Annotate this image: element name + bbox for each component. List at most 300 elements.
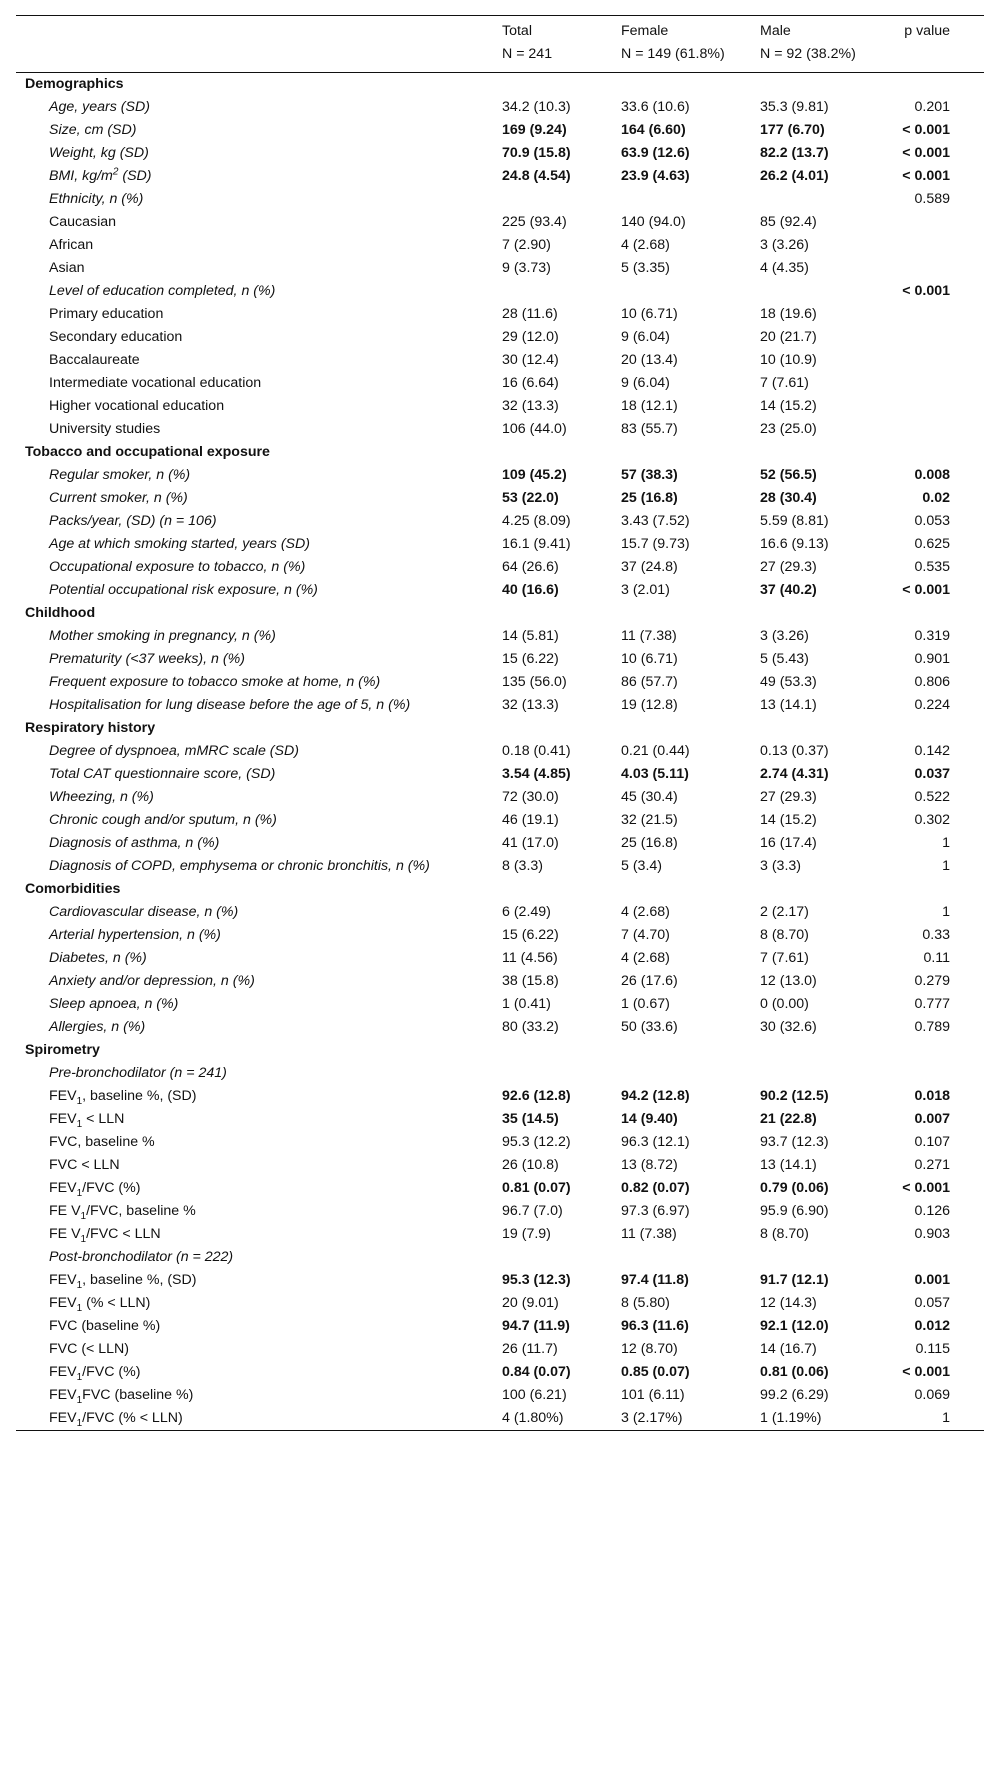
female-value: 32 (21.5) [621, 812, 678, 828]
p-value: 0.142 [914, 743, 950, 759]
header-total: Total [502, 23, 532, 39]
p-value [884, 395, 984, 418]
total-value: 15 (6.22) [502, 927, 559, 943]
female-value: 96.3 (11.6) [621, 1318, 689, 1334]
row-label: University studies [49, 421, 161, 437]
female-value [621, 188, 760, 211]
row-label: FE $V_1$/FVC < LLN [49, 1226, 161, 1245]
total-value: 80 (33.2) [502, 1019, 559, 1035]
table-row [16, 694, 984, 717]
row-label: Size, cm (SD) [49, 122, 137, 138]
total-value: 8 (3.3) [502, 858, 544, 874]
table-row [16, 1131, 984, 1154]
row-label: $FEV_1$/FVC (%) [49, 1364, 141, 1383]
p-value: 0.018 [914, 1088, 950, 1104]
p-value: 0.535 [914, 559, 950, 575]
row-label: African [49, 237, 94, 253]
female-value: 11 (7.38) [621, 1226, 677, 1242]
total-value: 35 (14.5) [502, 1111, 559, 1127]
total-value: 95.3 (12.2) [502, 1134, 571, 1150]
row-label: Potential occupational risk exposure, n (%) [49, 582, 318, 598]
section-row [16, 73, 984, 97]
female-value: 19 (12.8) [621, 697, 678, 713]
table-row [16, 96, 984, 119]
p-value [884, 234, 984, 257]
row-label: Diabetes, n (%) [49, 950, 147, 966]
male-value: 10 (10.9) [760, 352, 817, 368]
row-label: FVC (< LLN) [49, 1341, 130, 1357]
section-row [16, 602, 984, 625]
female-value: 5 (3.35) [621, 260, 670, 276]
row-label: Cardiovascular disease, n (%) [49, 904, 239, 920]
female-value: 11 (7.38) [621, 628, 677, 644]
female-value: 50 (33.6) [621, 1019, 678, 1035]
male-value: 52 (56.5) [760, 467, 817, 483]
female-value [621, 280, 760, 303]
total-value: 15 (6.22) [502, 651, 559, 667]
total-value [502, 188, 621, 211]
row-label: Wheezing, n (%) [49, 789, 154, 805]
header-count-blank [16, 43, 502, 73]
total-value: 14 (5.81) [502, 628, 559, 644]
table-row [16, 901, 984, 924]
section-title: Childhood [25, 605, 96, 621]
female-value: 4 (2.68) [621, 950, 670, 966]
table-row [16, 1154, 984, 1177]
section-title: Demographics [25, 76, 124, 92]
row-label: $FEV_1$/FVC (%) [49, 1180, 141, 1199]
row-label: FVC, baseline % [49, 1134, 155, 1150]
p-value: 0.115 [915, 1341, 950, 1357]
p-value [884, 418, 984, 441]
row-label: $FEV_1$ < LLN [49, 1111, 125, 1130]
section-title: Respiratory history [25, 720, 156, 736]
row-label: Baccalaureate [49, 352, 140, 368]
female-value: 25 (16.8) [621, 835, 678, 851]
total-value: 96.7 (7.0) [502, 1203, 563, 1219]
p-value: 0.589 [914, 191, 950, 207]
table-row [16, 556, 984, 579]
total-value: 4.25 (8.09) [502, 513, 571, 529]
table-row [16, 165, 984, 188]
row-label: Age at which smoking started, years (SD) [49, 536, 310, 552]
row-label: Diagnosis of asthma, n (%) [49, 835, 220, 851]
female-value: 37 (24.8) [621, 559, 678, 575]
header-row-counts [16, 43, 984, 73]
p-value [884, 1246, 984, 1269]
total-value: 225 (93.4) [502, 214, 567, 230]
table-row [16, 418, 984, 441]
female-value: 12 (8.70) [621, 1341, 678, 1357]
female-value: 25 (16.8) [621, 490, 678, 506]
table-row [16, 625, 984, 648]
total-value: 20 (9.01) [502, 1295, 559, 1311]
table-row [16, 1016, 984, 1039]
table-row [16, 671, 984, 694]
female-value: 5 (3.4) [621, 858, 663, 874]
p-value: < 0.001 [902, 582, 950, 598]
male-value: 5 (5.43) [760, 651, 809, 667]
row-label: Degree of dyspnoea, mMRC scale (SD) [49, 743, 299, 759]
p-value: 0.012 [914, 1318, 950, 1334]
p-value: 0.806 [914, 674, 950, 690]
male-value [760, 188, 884, 211]
male-value: 3 (3.3) [760, 858, 802, 874]
male-value: 3 (3.26) [760, 628, 809, 644]
male-value [760, 280, 884, 303]
p-value: 0.33 [922, 927, 950, 943]
total-value: 100 (6.21) [502, 1387, 567, 1403]
p-value [884, 349, 984, 372]
total-value: 4 (1.80%) [502, 1410, 564, 1426]
total-value: 16.1 (9.41) [502, 536, 571, 552]
p-value: < 0.001 [902, 1180, 950, 1196]
section-row [16, 1039, 984, 1062]
male-value [760, 1062, 884, 1085]
female-value: 97.3 (6.97) [621, 1203, 690, 1219]
male-value: 37 (40.2) [760, 582, 817, 598]
male-value: 4 (4.35) [760, 260, 809, 276]
table-row [16, 740, 984, 763]
total-value: 95.3 (12.3) [502, 1272, 571, 1288]
p-value: 0.279 [914, 973, 950, 989]
table-row [16, 763, 984, 786]
p-value: 0.319 [914, 628, 950, 644]
female-value: 97.4 (11.8) [621, 1272, 689, 1288]
female-value: 63.9 (12.6) [621, 145, 690, 161]
male-value: 26.2 (4.01) [760, 168, 829, 184]
total-value: 135 (56.0) [502, 674, 567, 690]
male-value: 92.1 (12.0) [760, 1318, 829, 1334]
total-value: 16 (6.64) [502, 375, 559, 391]
female-value: 14 (9.40) [621, 1111, 678, 1127]
male-value: 13 (14.1) [760, 697, 817, 713]
characteristics-table [16, 15, 984, 1431]
table-row [16, 855, 984, 878]
row-label: Level of education completed, n (%) [49, 283, 276, 299]
total-value: 32 (13.3) [502, 398, 559, 414]
p-value: 0.02 [922, 490, 950, 506]
female-value: 26 (17.6) [621, 973, 678, 989]
total-value: 32 (13.3) [502, 697, 559, 713]
p-value: < 0.001 [902, 145, 950, 161]
female-value: 10 (6.71) [621, 306, 678, 322]
total-value: 53 (22.0) [502, 490, 559, 506]
row-label: Primary education [49, 306, 164, 322]
male-value: 8 (8.70) [760, 1226, 809, 1242]
row-label: $FEV_1$, baseline %, (SD) [49, 1088, 197, 1107]
p-value [884, 303, 984, 326]
total-value: 38 (15.8) [502, 973, 559, 989]
total-value: 64 (26.6) [502, 559, 559, 575]
p-value: 0.008 [914, 467, 950, 483]
table-row [16, 280, 984, 303]
table-row [16, 487, 984, 510]
header-female: Female [621, 23, 669, 39]
table-row [16, 1200, 984, 1223]
row-label: Allergies, n (%) [49, 1019, 146, 1035]
row-label: Caucasian [49, 214, 117, 230]
table-row [16, 993, 984, 1016]
total-value [502, 1246, 621, 1269]
female-value: 23.9 (4.63) [621, 168, 690, 184]
male-value: 14 (15.2) [760, 812, 817, 828]
female-value: 164 (6.60) [621, 122, 686, 138]
female-value: 101 (6.11) [621, 1387, 685, 1403]
male-value: 16 (17.4) [760, 835, 817, 851]
total-value: 40 (16.6) [502, 582, 559, 598]
table-row [16, 464, 984, 487]
section-row [16, 878, 984, 901]
total-value: 94.7 (11.9) [502, 1318, 570, 1334]
female-value: 1 (0.67) [621, 996, 670, 1012]
total-value: 24.8 (4.54) [502, 168, 571, 184]
header-male: Male [760, 23, 791, 39]
header-count-p [884, 43, 984, 73]
row-label: Age, years (SD) [49, 99, 150, 115]
male-value: 0.81 (0.06) [760, 1364, 829, 1380]
male-value: 7 (7.61) [760, 950, 809, 966]
table-row [16, 1361, 984, 1384]
table-row [16, 510, 984, 533]
table-row [16, 533, 984, 556]
row-label: Asian [49, 260, 85, 276]
row-label: Packs/year, (SD) (n = 106) [49, 513, 217, 529]
table-row [16, 234, 984, 257]
p-value [884, 257, 984, 280]
total-value: 72 (30.0) [502, 789, 559, 805]
row-label: Frequent exposure to tobacco smoke at home, n (%) [49, 674, 381, 690]
female-value: 0.21 (0.44) [621, 743, 690, 759]
male-value: 7 (7.61) [760, 375, 809, 391]
male-value: 12 (14.3) [760, 1295, 817, 1311]
male-value: 14 (16.7) [760, 1341, 817, 1357]
p-value: 1 [942, 1410, 950, 1426]
male-value: 27 (29.3) [760, 789, 817, 805]
total-value: 46 (19.1) [502, 812, 559, 828]
section-title: Spirometry [25, 1042, 100, 1058]
row-label: Occupational exposure to tobacco, n (%) [49, 559, 306, 575]
table-row [16, 119, 984, 142]
male-value: 5.59 (8.81) [760, 513, 829, 529]
total-value: 7 (2.90) [502, 237, 551, 253]
p-value: 0.053 [914, 513, 950, 529]
table-row [16, 257, 984, 280]
row-label: Prematurity (<37 weeks), n (%) [49, 651, 245, 667]
p-value: 0.901 [914, 651, 950, 667]
p-value [884, 326, 984, 349]
p-value: 0.201 [914, 99, 950, 115]
table-row [16, 326, 984, 349]
table-row [16, 809, 984, 832]
p-value: 1 [942, 858, 950, 874]
female-value: 3.43 (7.52) [621, 513, 690, 529]
total-value: 169 (9.24) [502, 122, 567, 138]
total-value: 0.18 (0.41) [502, 743, 571, 759]
total-value: 1 (0.41) [502, 996, 551, 1012]
table-row [16, 1269, 984, 1292]
row-label: Mother smoking in pregnancy, n (%) [49, 628, 276, 644]
p-value: 0.271 [914, 1157, 950, 1173]
header-row-labels [16, 16, 984, 44]
p-value: 0.126 [914, 1203, 950, 1219]
female-value: 9 (6.04) [621, 375, 670, 391]
total-value: 41 (17.0) [502, 835, 559, 851]
row-label: FE $V_1$/FVC, baseline % [49, 1203, 196, 1222]
female-value: 57 (38.3) [621, 467, 678, 483]
total-value: 26 (10.8) [502, 1157, 559, 1173]
row-label: Weight, kg (SD) [49, 145, 149, 161]
table-row [16, 372, 984, 395]
female-value: 8 (5.80) [621, 1295, 670, 1311]
female-value: 83 (55.7) [621, 421, 678, 437]
table-container [16, 15, 984, 1431]
table-row [16, 1177, 984, 1200]
female-value: 9 (6.04) [621, 329, 670, 345]
total-value: 26 (11.7) [502, 1341, 558, 1357]
p-value: 0.037 [914, 766, 950, 782]
table-header [16, 16, 984, 73]
p-value [884, 211, 984, 234]
female-value: 18 (12.1) [621, 398, 678, 414]
header-p-value: p value [904, 23, 950, 39]
male-value: 27 (29.3) [760, 559, 817, 575]
table-row [16, 1246, 984, 1269]
male-value: 13 (14.1) [760, 1157, 817, 1173]
total-value: 28 (11.6) [502, 306, 558, 322]
p-value [884, 372, 984, 395]
row-label: Post-bronchodilator (n = 222) [49, 1249, 234, 1265]
table-row [16, 1223, 984, 1246]
p-value: < 0.001 [902, 168, 950, 184]
header-count-male: N = 92 (38.2%) [760, 46, 856, 62]
table-row [16, 648, 984, 671]
female-value: 4 (2.68) [621, 904, 670, 920]
male-value: 28 (30.4) [760, 490, 817, 506]
male-value: 85 (92.4) [760, 214, 817, 230]
male-value: 0.13 (0.37) [760, 743, 829, 759]
total-value: 0.84 (0.07) [502, 1364, 571, 1380]
table-row [16, 1315, 984, 1338]
male-value: 3 (3.26) [760, 237, 809, 253]
total-value: 3.54 (4.85) [502, 766, 571, 782]
male-value: 23 (25.0) [760, 421, 817, 437]
male-value: 0 (0.00) [760, 996, 809, 1012]
table-row [16, 1407, 984, 1431]
male-value: 95.9 (6.90) [760, 1203, 829, 1219]
male-value: 177 (6.70) [760, 122, 825, 138]
total-value: 92.6 (12.8) [502, 1088, 571, 1104]
female-value: 45 (30.4) [621, 789, 678, 805]
female-value: 0.85 (0.07) [621, 1364, 690, 1380]
female-value: 13 (8.72) [621, 1157, 678, 1173]
male-value: 0.79 (0.06) [760, 1180, 829, 1196]
table-row [16, 1108, 984, 1131]
male-value: 90.2 (12.5) [760, 1088, 829, 1104]
male-value: 91.7 (12.1) [760, 1272, 829, 1288]
table-row [16, 970, 984, 993]
table-row [16, 188, 984, 211]
table-row [16, 1062, 984, 1085]
row-label: Intermediate vocational education [49, 375, 262, 391]
total-value: 0.81 (0.07) [502, 1180, 571, 1196]
p-value: 0.789 [914, 1019, 950, 1035]
p-value: < 0.001 [902, 283, 950, 299]
p-value: 1 [942, 835, 950, 851]
table-row [16, 1338, 984, 1361]
male-value: 21 (22.8) [760, 1111, 817, 1127]
male-value: 14 (15.2) [760, 398, 817, 414]
female-value: 10 (6.71) [621, 651, 678, 667]
section-title: Tobacco and occupational exposure [25, 444, 270, 460]
table-row [16, 142, 984, 165]
row-label: $FEV_1$, baseline %, (SD) [49, 1272, 197, 1291]
total-value: 19 (7.9) [502, 1226, 551, 1242]
row-label: Ethnicity, n (%) [49, 191, 144, 207]
p-value: 0.007 [914, 1111, 950, 1127]
male-value: 12 (13.0) [760, 973, 817, 989]
male-value: 99.2 (6.29) [760, 1387, 829, 1403]
row-label: Diagnosis of COPD, emphysema or chronic bronchitis, n (%) [49, 858, 430, 874]
row-label: BMI, $kg/m^2$ (SD) [49, 166, 152, 184]
male-value: 82.2 (13.7) [760, 145, 829, 161]
male-value: 2.74 (4.31) [760, 766, 829, 782]
header-label-blank [16, 16, 502, 44]
header-count-total: N = 241 [502, 46, 553, 62]
male-value: 1 (1.19%) [760, 1410, 822, 1426]
table-row [16, 1384, 984, 1407]
section-row [16, 441, 984, 464]
female-value: 7 (4.70) [621, 927, 670, 943]
p-value: 0.057 [914, 1295, 950, 1311]
total-value: 70.9 (15.8) [502, 145, 571, 161]
row-label: Higher vocational education [49, 398, 225, 414]
p-value: 0.069 [914, 1387, 950, 1403]
female-value: 94.2 (12.8) [621, 1088, 690, 1104]
row-label: Current smoker, n (%) [49, 490, 188, 506]
section-title: Comorbidities [25, 881, 121, 897]
row-label: Anxiety and/or depression, n (%) [49, 973, 255, 989]
p-value: 0.625 [914, 536, 950, 552]
female-value [621, 1062, 760, 1085]
total-value [502, 280, 621, 303]
male-value: 35.3 (9.81) [760, 99, 829, 115]
female-value: 33.6 (10.6) [621, 99, 690, 115]
female-value: 15.7 (9.73) [621, 536, 690, 552]
total-value: 9 (3.73) [502, 260, 551, 276]
female-value: 140 (94.0) [621, 214, 686, 230]
table-body [16, 73, 984, 1431]
p-value: 0.11 [923, 950, 950, 966]
p-value [884, 1062, 984, 1085]
row-label: Total CAT questionnaire score, (SD) [49, 766, 276, 782]
total-value: 34.2 (10.3) [502, 99, 571, 115]
p-value: 0.001 [914, 1272, 950, 1288]
male-value: 49 (53.3) [760, 674, 817, 690]
p-value: 1 [942, 904, 950, 920]
male-value: 16.6 (9.13) [760, 536, 829, 552]
female-value: 4.03 (5.11) [621, 766, 689, 782]
total-value: 6 (2.49) [502, 904, 551, 920]
header-count-female: N = 149 (61.8%) [621, 46, 725, 62]
total-value: 29 (12.0) [502, 329, 559, 345]
table-row [16, 924, 984, 947]
p-value: 0.522 [914, 789, 950, 805]
female-value: 3 (2.01) [621, 582, 670, 598]
row-label: $FEV_1$ (% < LLN) [49, 1295, 151, 1314]
row-label: $FEV_1$/FVC (% < LLN) [49, 1410, 183, 1429]
row-label: FVC < LLN [49, 1157, 120, 1173]
